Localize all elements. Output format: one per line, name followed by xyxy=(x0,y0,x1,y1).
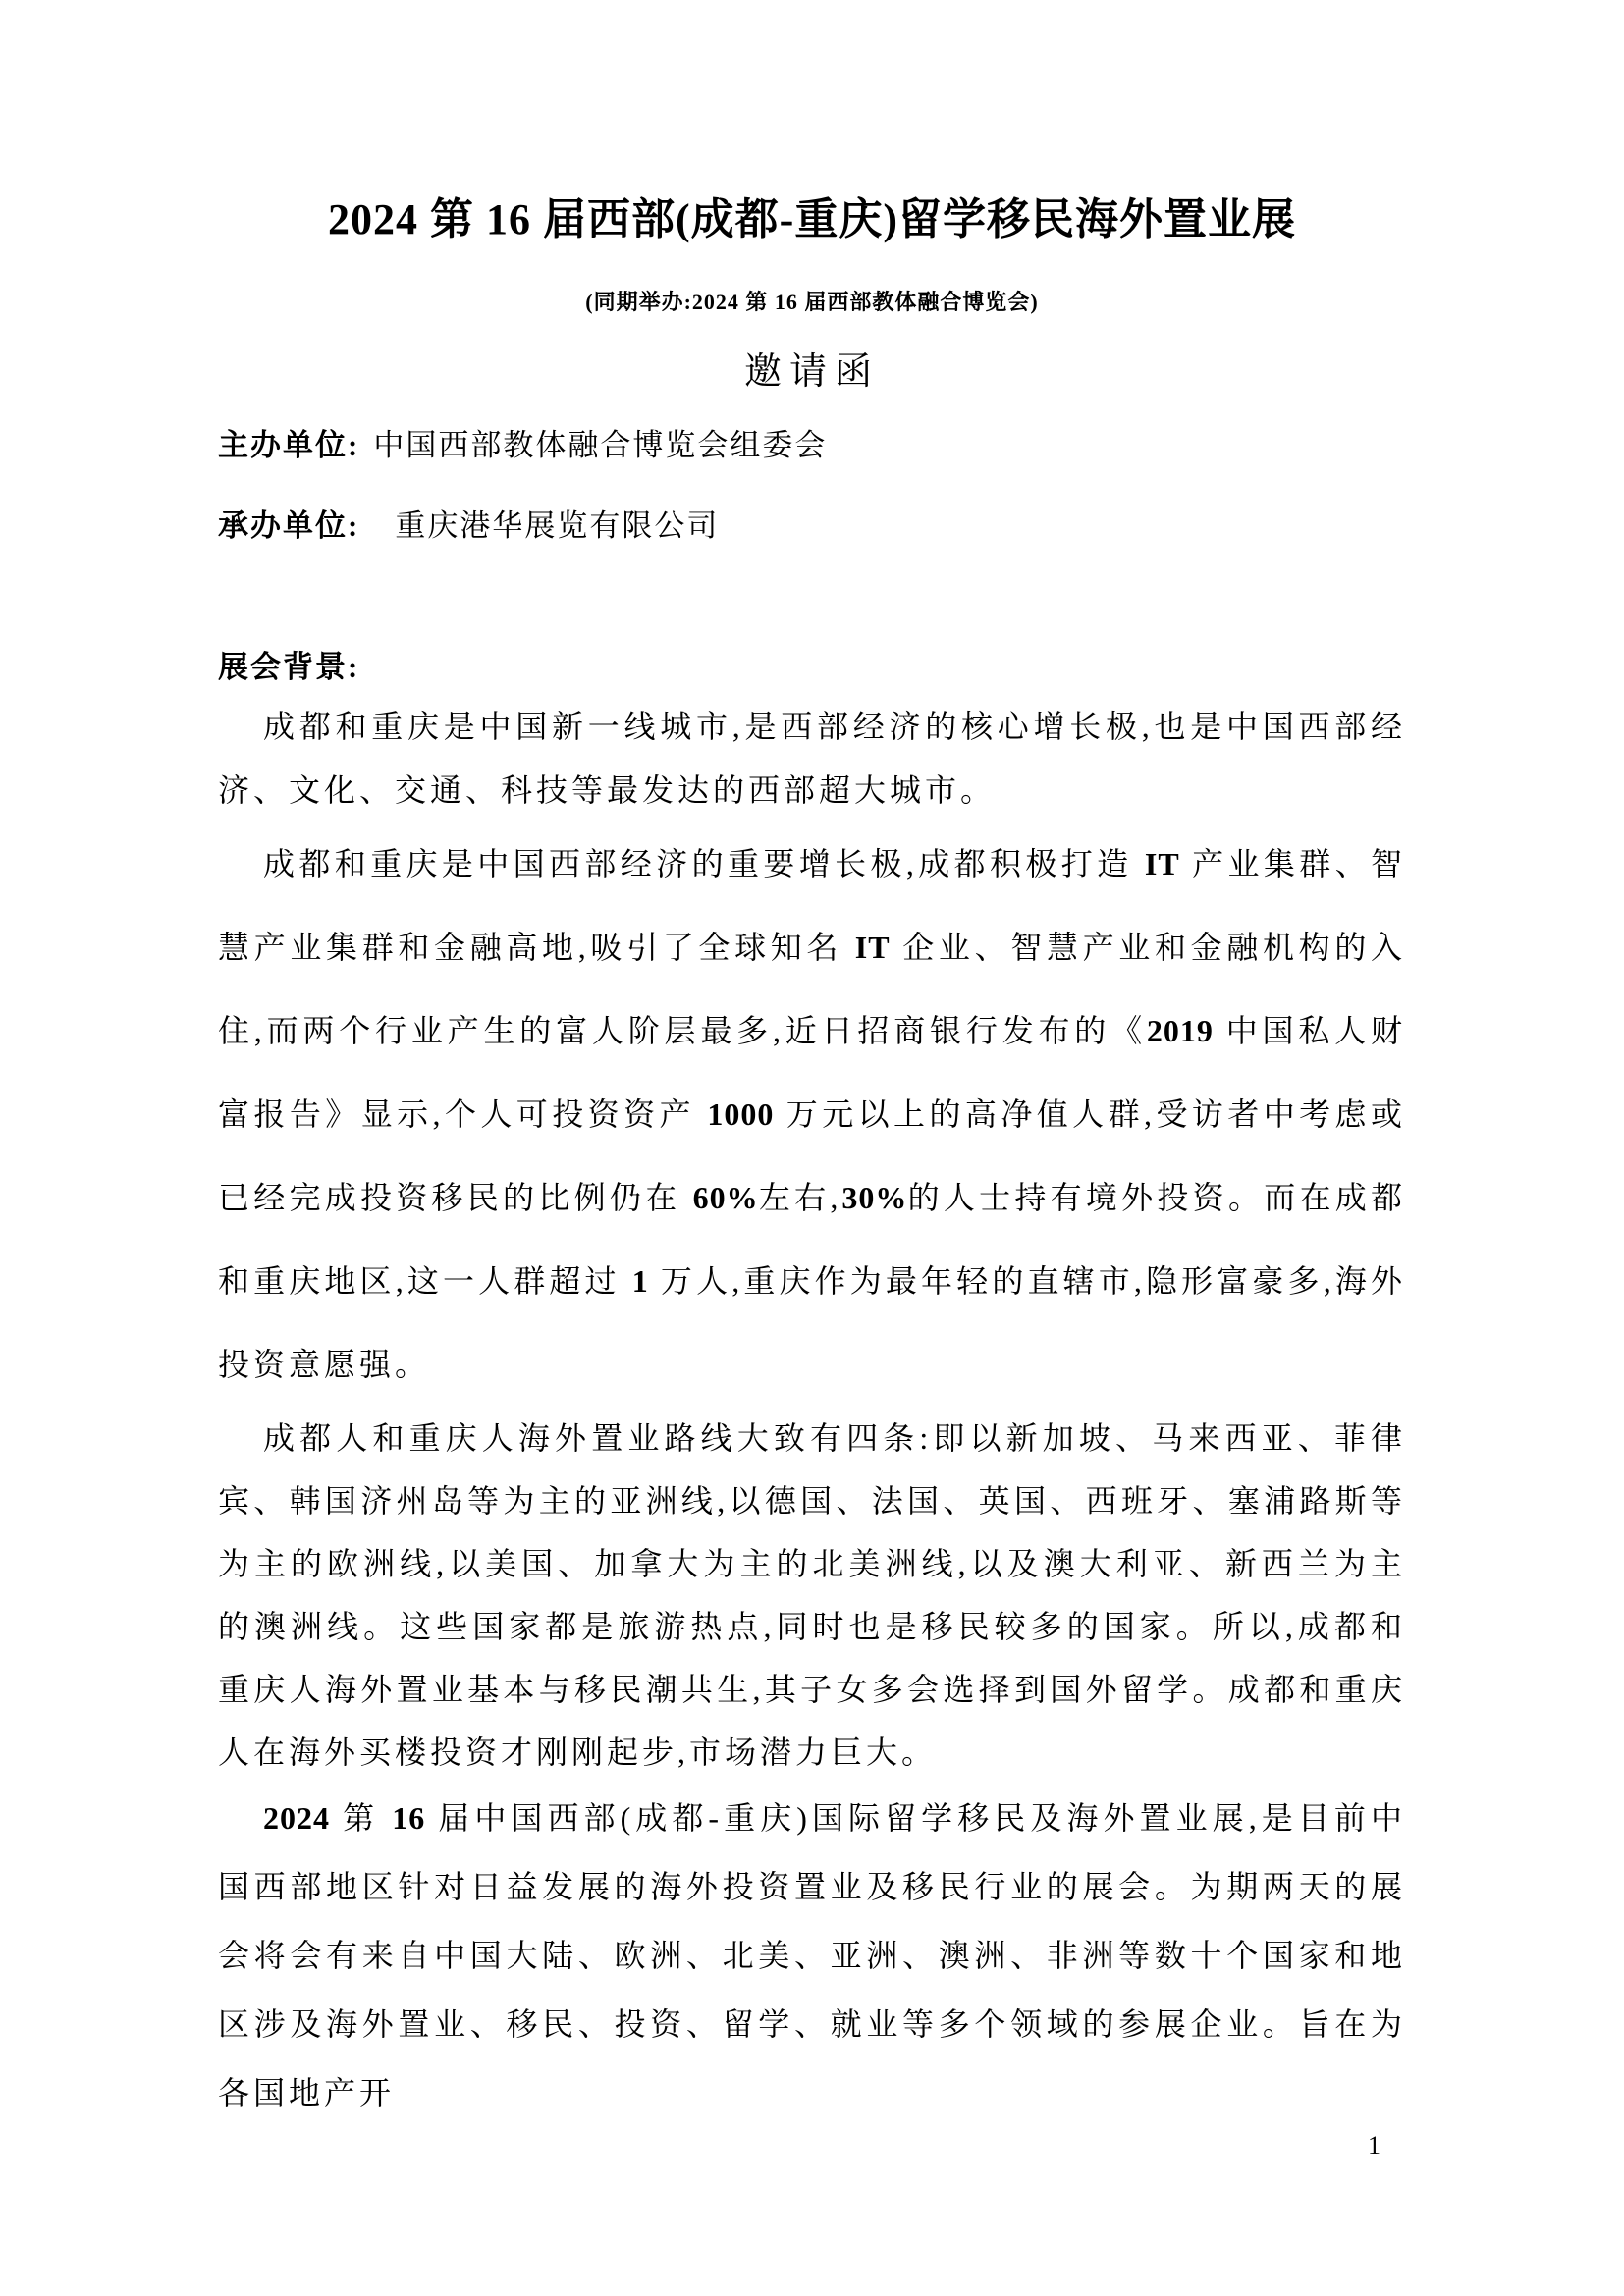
background-paragraph-3: 成都人和重庆人海外置业路线大致有四条:即以新加坡、马来西亚、菲律宾、韩国济州岛等为主的亚洲线,以德国、法国、英国、西班牙、塞浦路斯等为主的欧洲线,以美国、加拿大为主的北美洲线,以及澳大利亚、新西兰为主的澳洲线。这些国家都是旅游热点,同时也是移民较多的国家。所以,成都和重庆人海外置业基本与移民潮共生,其子女多会选择到国外留学。成都和重庆人在海外买楼投资才刚刚起步,市场潜力巨大。 xyxy=(218,1420,1406,1770)
document-subtitle: (同期举办:2024 第 16 届西部教体融合博览会) xyxy=(585,290,1039,314)
undertaker-organizer-label: 承办单位: xyxy=(218,508,360,543)
background-paragraph-1: 成都和重庆是中国新一线城市,是西部经济的核心增长极,也是中国西部经济、文化、交通、科技等最发达的西部超大城市。 xyxy=(218,709,1406,808)
background-paragraph-2: 成都和重庆是中国西部经济的重要增长极,成都积极打造 IT 产业集群、智慧产业集群和金融高地,吸引了全球知名 IT 企业、智慧产业和金融机构的入住,而两个行业产生的富人阶层最多,近日招商银行发布的《2019 中国私人财富报告》显示,个人可投资资产 1000 万元以上的高净值人群,受访者中考虑或已经完成投资移民的比例仍在 60%左右,30%的人士持有境外投资。而在成都和重庆地区,这一人群超过 1 万人,重庆作为最年轻的直辖市,隐形富豪多,海外投资意愿强。 xyxy=(218,846,1406,1382)
host-organizer-label: 主办单位: xyxy=(218,428,360,462)
page-number: 1 xyxy=(1368,2131,1380,2160)
undertaker-organizer-value: 重庆港华展览有限公司 xyxy=(395,508,720,543)
host-organizer-line xyxy=(218,424,1406,467)
letter-heading: 邀请函 xyxy=(743,351,880,393)
section-heading-exhibition-background: 展会背景: xyxy=(218,650,360,684)
document-title: 2024 第 16 届西部(成都-重庆)留学移民海外置业展 xyxy=(328,195,1296,243)
background-paragraph-4: 2024 第 16 届中国西部(成都-重庆)国际留学移民及海外置业展,是目前中国西部地区针对日益发展的海外投资置业及移民行业的展会。为期两天的展会将会有来自中国大陆、欧洲、北美、亚洲、澳洲、非洲等数十个国家和地区涉及海外置业、移民、投资、留学、就业等多个领域的参展企业。旨在为各国地产开 xyxy=(218,1800,1406,2110)
host-organizer-value: 中国西部教体融合博览会组委会 xyxy=(373,428,828,462)
undertaker-organizer-line xyxy=(218,505,1406,548)
